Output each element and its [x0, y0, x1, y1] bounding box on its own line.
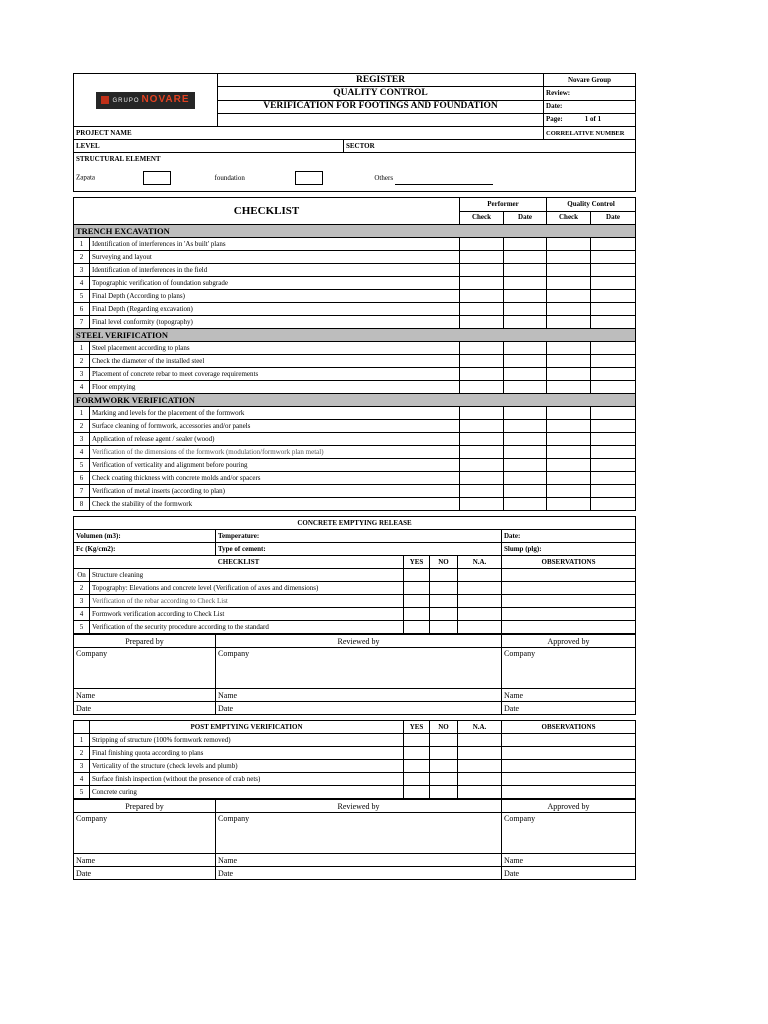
- item-number: 2: [74, 355, 90, 368]
- qc-date-cell[interactable]: [591, 303, 636, 316]
- post-reviewed-by-header: Reviewed by: [216, 800, 502, 813]
- project-name-field[interactable]: PROJECT NAME: [74, 127, 544, 140]
- release-item-number: 5: [74, 621, 90, 634]
- performer-check-cell[interactable]: [460, 238, 504, 251]
- qc-date-cell[interactable]: [591, 498, 636, 511]
- zapata-checkbox[interactable]: [143, 171, 171, 185]
- reviewed-name-field[interactable]: Name: [216, 689, 502, 702]
- checklist-row: [74, 420, 636, 433]
- post-item-text: Concrete curing: [90, 786, 404, 799]
- yes-cell[interactable]: [404, 747, 430, 760]
- yes-cell[interactable]: [404, 595, 430, 608]
- post-title: POST EMPTYING VERIFICATION: [90, 721, 404, 734]
- prepared-date-field[interactable]: Date: [74, 702, 216, 715]
- logo-cell: [74, 74, 218, 127]
- qc-date-cell[interactable]: [591, 433, 636, 446]
- checklist-row: [74, 355, 636, 368]
- logo-top-text: GRUPO: [112, 97, 140, 104]
- qc-check-cell[interactable]: [547, 277, 591, 290]
- option-others-label: Others: [374, 173, 394, 182]
- item-text: Floor emptying: [90, 381, 460, 394]
- item-number: 6: [74, 303, 90, 316]
- post-item-number: 5: [74, 786, 90, 799]
- na-cell[interactable]: [458, 621, 502, 634]
- qc-check-cell[interactable]: [547, 459, 591, 472]
- item-number: 1: [74, 407, 90, 420]
- post-reviewed-date-field[interactable]: Date: [216, 867, 502, 880]
- performer-check-cell[interactable]: [460, 420, 504, 433]
- observations-cell[interactable]: [502, 747, 636, 760]
- review-field[interactable]: Review:: [544, 87, 636, 100]
- qc-check-cell[interactable]: [547, 342, 591, 355]
- no-cell[interactable]: [430, 734, 458, 747]
- item-text: Check the stability of the formwork: [90, 498, 460, 511]
- page-label: Page:: [546, 115, 563, 124]
- checklist-row: [74, 459, 636, 472]
- observations-cell[interactable]: [502, 608, 636, 621]
- qc-date-cell[interactable]: [591, 407, 636, 420]
- qc-date-cell[interactable]: [591, 472, 636, 485]
- observations-cell[interactable]: [502, 595, 636, 608]
- reviewed-date-field[interactable]: Date: [216, 702, 502, 715]
- performer-date-cell[interactable]: [504, 381, 547, 394]
- section-header-row: [74, 394, 636, 407]
- approved-by-header: Approved by: [502, 635, 636, 648]
- logo-name-text: NOVARE: [141, 93, 190, 105]
- checklist-title: CHECKLIST: [74, 198, 460, 225]
- qc-check-cell[interactable]: [547, 316, 591, 329]
- release-item-number: 2: [74, 582, 90, 595]
- approved-name-field[interactable]: Name: [502, 689, 636, 702]
- performer-date-cell[interactable]: [504, 316, 547, 329]
- section-header-row: [74, 225, 636, 238]
- performer-check-cell[interactable]: [460, 368, 504, 381]
- performer-check-cell[interactable]: [460, 355, 504, 368]
- item-number: 3: [74, 264, 90, 277]
- qc-check-cell[interactable]: [547, 251, 591, 264]
- qc-date-cell[interactable]: [591, 251, 636, 264]
- post-item-number: 4: [74, 773, 90, 786]
- checklist-row: [74, 342, 636, 355]
- release-item-text: Topography: Elevations and concrete level (Verification of axes and dimensions): [90, 582, 404, 595]
- post-na-header: N.A.: [458, 721, 502, 734]
- performer-check-header: Check: [460, 211, 504, 225]
- verification-title: VERIFICATION FOR FOOTINGS AND FOUNDATION: [218, 100, 544, 113]
- qc-date-cell[interactable]: [591, 459, 636, 472]
- foundation-checkbox[interactable]: [295, 171, 323, 185]
- item-number: 4: [74, 381, 90, 394]
- post-num-header: [74, 721, 90, 734]
- release-row: [74, 595, 636, 608]
- performer-date-cell[interactable]: [504, 342, 547, 355]
- checklist-row: [74, 277, 636, 290]
- checklist-row: [74, 381, 636, 394]
- post-row: [74, 734, 636, 747]
- performer-date-cell[interactable]: [504, 290, 547, 303]
- yes-cell[interactable]: [404, 773, 430, 786]
- option-foundation-label: foundation: [214, 173, 245, 182]
- observations-cell[interactable]: [502, 621, 636, 634]
- qc-date-cell[interactable]: [591, 485, 636, 498]
- release-row: [74, 608, 636, 621]
- item-text: Final Depth (Regarding excavation): [90, 303, 460, 316]
- performer-check-cell[interactable]: [460, 316, 504, 329]
- performer-date-cell[interactable]: [504, 368, 547, 381]
- performer-check-cell[interactable]: [460, 485, 504, 498]
- no-cell[interactable]: [430, 582, 458, 595]
- qc-check-header: Check: [547, 211, 591, 225]
- release-row: [74, 582, 636, 595]
- post-item-number: 3: [74, 760, 90, 773]
- item-number: 4: [74, 277, 90, 290]
- performer-check-cell[interactable]: [460, 433, 504, 446]
- release-item-text: Structure cleaning: [90, 569, 404, 582]
- performer-header: Performer: [460, 198, 547, 212]
- post-item-text: Verticality of the structure (check levels and plumb): [90, 760, 404, 773]
- item-text: Surveying and layout: [90, 251, 460, 264]
- qc-check-cell[interactable]: [547, 472, 591, 485]
- post-emptying-table: [73, 720, 636, 799]
- prepared-name-field[interactable]: Name: [74, 689, 216, 702]
- release-date-field[interactable]: Date:: [502, 530, 636, 543]
- item-text: Verification of the dimensions of the formwork (modulation/formwork plan metal): [90, 446, 460, 459]
- na-cell[interactable]: [458, 608, 502, 621]
- qc-date-cell[interactable]: [591, 368, 636, 381]
- no-cell[interactable]: [430, 773, 458, 786]
- item-number: 7: [74, 485, 90, 498]
- post-yes-header: YES: [404, 721, 430, 734]
- signature-table-1: [73, 634, 636, 715]
- item-number: 6: [74, 472, 90, 485]
- observations-cell[interactable]: [502, 734, 636, 747]
- post-item-text: Surface finish inspection (without the presence of crab nets): [90, 773, 404, 786]
- signature-table-2: [73, 799, 636, 880]
- performer-check-cell[interactable]: [460, 407, 504, 420]
- item-text: Verification of verticality and alignment before pouring: [90, 459, 460, 472]
- checklist-row: [74, 251, 636, 264]
- item-text: Identification of interferences in 'As built' plans: [90, 238, 460, 251]
- qc-check-cell[interactable]: [547, 485, 591, 498]
- temperature-field[interactable]: Temperature:: [216, 530, 502, 543]
- level-field[interactable]: LEVEL: [74, 140, 344, 153]
- qc-date-cell[interactable]: [591, 264, 636, 277]
- na-cell[interactable]: [458, 747, 502, 760]
- release-na-header: N.A.: [458, 556, 502, 569]
- no-cell[interactable]: [430, 747, 458, 760]
- checklist-row: [74, 498, 636, 511]
- section-header: TRENCH EXCAVATION: [74, 225, 636, 238]
- no-cell[interactable]: [430, 569, 458, 582]
- qc-date-cell[interactable]: [591, 342, 636, 355]
- post-item-text: Final finishing quota according to plans: [90, 747, 404, 760]
- post-approved-company-field[interactable]: Company: [502, 813, 636, 854]
- prepared-company-field[interactable]: Company: [74, 648, 216, 689]
- approved-date-field[interactable]: Date: [502, 702, 636, 715]
- performer-date-cell[interactable]: [504, 485, 547, 498]
- qc-date-cell[interactable]: [591, 316, 636, 329]
- checklist-row: [74, 433, 636, 446]
- qc-title: QUALITY CONTROL: [218, 87, 544, 100]
- qc-check-cell[interactable]: [547, 420, 591, 433]
- item-number: 3: [74, 368, 90, 381]
- item-number: 4: [74, 446, 90, 459]
- sector-field[interactable]: SECTOR: [344, 140, 636, 153]
- post-approved-date-field[interactable]: Date: [502, 867, 636, 880]
- post-no-header: NO: [430, 721, 458, 734]
- release-item-text: Verification of the rebar according to Check List: [90, 595, 404, 608]
- post-row: [74, 786, 636, 799]
- option-zapata-label: Zapata: [76, 173, 96, 182]
- blank-title-row: [218, 113, 544, 126]
- post-prepared-date-field[interactable]: Date: [74, 867, 216, 880]
- yes-cell[interactable]: [404, 734, 430, 747]
- checklist-row: [74, 264, 636, 277]
- others-input[interactable]: [395, 175, 493, 185]
- qc-check-cell[interactable]: [547, 407, 591, 420]
- qc-check-cell[interactable]: [547, 381, 591, 394]
- qc-check-cell[interactable]: [547, 264, 591, 277]
- performer-date-cell[interactable]: [504, 355, 547, 368]
- item-number: 1: [74, 238, 90, 251]
- performer-date-cell[interactable]: [504, 238, 547, 251]
- release-item-number: 4: [74, 608, 90, 621]
- release-item-text: Formwork verification according to Check List: [90, 608, 404, 621]
- item-text: Check coating thickness with concrete molds and/or spacers: [90, 472, 460, 485]
- release-row: [74, 621, 636, 634]
- performer-date-cell[interactable]: [504, 264, 547, 277]
- checklist-row: [74, 368, 636, 381]
- section-header: STEEL VERIFICATION: [74, 329, 636, 342]
- performer-date-cell[interactable]: [504, 303, 547, 316]
- item-text: Surface cleaning of formwork, accessories and/or panels: [90, 420, 460, 433]
- company-logo: [96, 92, 194, 109]
- slump-field[interactable]: Slump (plg):: [502, 543, 636, 556]
- qc-check-cell[interactable]: [547, 433, 591, 446]
- qc-date-cell[interactable]: [591, 381, 636, 394]
- qc-check-cell[interactable]: [547, 303, 591, 316]
- yes-cell[interactable]: [404, 569, 430, 582]
- performer-date-cell[interactable]: [504, 433, 547, 446]
- na-cell[interactable]: [458, 582, 502, 595]
- quality-control-header: Quality Control: [547, 198, 636, 212]
- no-cell[interactable]: [430, 760, 458, 773]
- item-number: 8: [74, 498, 90, 511]
- performer-date-cell[interactable]: [504, 251, 547, 264]
- item-number: 5: [74, 290, 90, 303]
- observations-cell[interactable]: [502, 786, 636, 799]
- na-cell[interactable]: [458, 734, 502, 747]
- qc-check-cell[interactable]: [547, 355, 591, 368]
- page-field: [544, 113, 636, 126]
- fc-field[interactable]: Fc (Kg/cm2):: [74, 543, 216, 556]
- no-cell[interactable]: [430, 786, 458, 799]
- release-row: [74, 569, 636, 582]
- item-number: 7: [74, 316, 90, 329]
- reviewed-by-header: Reviewed by: [216, 635, 502, 648]
- date-field[interactable]: Date:: [544, 100, 636, 113]
- item-text: Marking and levels for the placement of the formwork: [90, 407, 460, 420]
- page-value: 1 of 1: [584, 115, 602, 124]
- no-cell[interactable]: [430, 595, 458, 608]
- performer-check-cell[interactable]: [460, 446, 504, 459]
- release-table: [73, 516, 636, 634]
- performer-date-header: Date: [504, 211, 547, 225]
- no-cell[interactable]: [430, 621, 458, 634]
- release-item-number: 3: [74, 595, 90, 608]
- item-text: Final level conformity (topography): [90, 316, 460, 329]
- qc-date-cell[interactable]: [591, 290, 636, 303]
- release-checklist-header: CHECKLIST: [74, 556, 404, 569]
- performer-date-cell[interactable]: [504, 498, 547, 511]
- release-no-header: NO: [430, 556, 458, 569]
- yes-cell[interactable]: [404, 786, 430, 799]
- form-sheet: [73, 73, 635, 880]
- performer-check-cell[interactable]: [460, 251, 504, 264]
- checklist-row: [74, 472, 636, 485]
- qc-check-cell[interactable]: [547, 238, 591, 251]
- item-number: 1: [74, 342, 90, 355]
- checklist-row: [74, 303, 636, 316]
- performer-check-cell[interactable]: [460, 277, 504, 290]
- yes-cell[interactable]: [404, 608, 430, 621]
- item-text: Application of release agent / sealer (wood): [90, 433, 460, 446]
- performer-check-cell[interactable]: [460, 342, 504, 355]
- yes-cell[interactable]: [404, 621, 430, 634]
- release-observations-header: OBSERVATIONS: [502, 556, 636, 569]
- qc-date-header: Date: [591, 211, 636, 225]
- performer-date-cell[interactable]: [504, 459, 547, 472]
- qc-date-cell[interactable]: [591, 420, 636, 433]
- checklist-table: [73, 197, 636, 511]
- header-table: [73, 73, 636, 192]
- post-prepared-company-field[interactable]: Company: [74, 813, 216, 854]
- na-cell[interactable]: [458, 569, 502, 582]
- performer-check-cell[interactable]: [460, 303, 504, 316]
- post-prepared-by-header: Prepared by: [74, 800, 216, 813]
- item-number: 5: [74, 459, 90, 472]
- yes-cell[interactable]: [404, 760, 430, 773]
- post-observations-header: OBSERVATIONS: [502, 721, 636, 734]
- post-item-text: Stripping of structure (100% formwork removed): [90, 734, 404, 747]
- checklist-row: [74, 316, 636, 329]
- qc-date-cell[interactable]: [591, 355, 636, 368]
- no-cell[interactable]: [430, 608, 458, 621]
- post-prepared-name-field[interactable]: Name: [74, 854, 216, 867]
- post-row: [74, 760, 636, 773]
- section-header-row: [74, 329, 636, 342]
- observations-cell[interactable]: [502, 760, 636, 773]
- performer-check-cell[interactable]: [460, 290, 504, 303]
- item-text: Steel placement according to plans: [90, 342, 460, 355]
- item-text: Check the diameter of the installed steel: [90, 355, 460, 368]
- performer-date-cell[interactable]: [504, 472, 547, 485]
- item-number: 3: [74, 433, 90, 446]
- post-row: [74, 747, 636, 760]
- item-number: 2: [74, 420, 90, 433]
- qc-check-cell[interactable]: [547, 368, 591, 381]
- release-item-number: On: [74, 569, 90, 582]
- structural-element-label: STRUCTURAL ELEMENT: [74, 153, 636, 166]
- performer-date-cell[interactable]: [504, 446, 547, 459]
- post-row: [74, 773, 636, 786]
- post-reviewed-name-field[interactable]: Name: [216, 854, 502, 867]
- checklist-row: [74, 238, 636, 251]
- volume-field[interactable]: Volumen (m3):: [74, 530, 216, 543]
- na-cell[interactable]: [458, 760, 502, 773]
- reviewed-company-field[interactable]: Company: [216, 648, 502, 689]
- post-approved-by-header: Approved by: [502, 800, 636, 813]
- item-text: Placement of concrete rebar to meet coverage requirements: [90, 368, 460, 381]
- prepared-by-header: Prepared by: [74, 635, 216, 648]
- na-cell[interactable]: [458, 595, 502, 608]
- performer-check-cell[interactable]: [460, 264, 504, 277]
- performer-date-cell[interactable]: [504, 420, 547, 433]
- observations-cell[interactable]: [502, 773, 636, 786]
- post-item-number: 1: [74, 734, 90, 747]
- performer-check-cell[interactable]: [460, 498, 504, 511]
- post-approved-name-field[interactable]: Name: [502, 854, 636, 867]
- na-cell[interactable]: [458, 773, 502, 786]
- release-item-text: Verification of the security procedure according to the standard: [90, 621, 404, 634]
- qc-date-cell[interactable]: [591, 277, 636, 290]
- performer-date-cell[interactable]: [504, 407, 547, 420]
- performer-date-cell[interactable]: [504, 277, 547, 290]
- section-header: FORMWORK VERIFICATION: [74, 394, 636, 407]
- qc-date-cell[interactable]: [591, 238, 636, 251]
- qc-check-cell[interactable]: [547, 446, 591, 459]
- post-item-number: 2: [74, 747, 90, 760]
- correlative-number-field[interactable]: CORRELATIVE NUMBER: [544, 127, 636, 140]
- company-name: Novare Group: [544, 74, 636, 87]
- item-text: Final Depth (According to plans): [90, 290, 460, 303]
- performer-check-cell[interactable]: [460, 381, 504, 394]
- qc-date-cell[interactable]: [591, 446, 636, 459]
- qc-check-cell[interactable]: [547, 498, 591, 511]
- release-title: CONCRETE EMPTYING RELEASE: [74, 517, 636, 530]
- checklist-row: [74, 407, 636, 420]
- item-text: Topographic verification of foundation subgrade: [90, 277, 460, 290]
- performer-check-cell[interactable]: [460, 459, 504, 472]
- release-yes-header: YES: [404, 556, 430, 569]
- item-text: Identification of interferences in the field: [90, 264, 460, 277]
- checklist-row: [74, 446, 636, 459]
- checklist-row: [74, 485, 636, 498]
- logo-mark-icon: [101, 96, 109, 104]
- cement-type-field[interactable]: Type of cement:: [216, 543, 502, 556]
- item-text: Verification of metal inserts (according to plan): [90, 485, 460, 498]
- post-reviewed-company-field[interactable]: Company: [216, 813, 502, 854]
- item-number: 2: [74, 251, 90, 264]
- observations-cell[interactable]: [502, 582, 636, 595]
- observations-cell[interactable]: [502, 569, 636, 582]
- na-cell[interactable]: [458, 786, 502, 799]
- qc-check-cell[interactable]: [547, 290, 591, 303]
- yes-cell[interactable]: [404, 582, 430, 595]
- structural-element-options: [74, 165, 636, 192]
- register-title: REGISTER: [218, 74, 544, 87]
- approved-company-field[interactable]: Company: [502, 648, 636, 689]
- checklist-row: [74, 290, 636, 303]
- performer-check-cell[interactable]: [460, 472, 504, 485]
